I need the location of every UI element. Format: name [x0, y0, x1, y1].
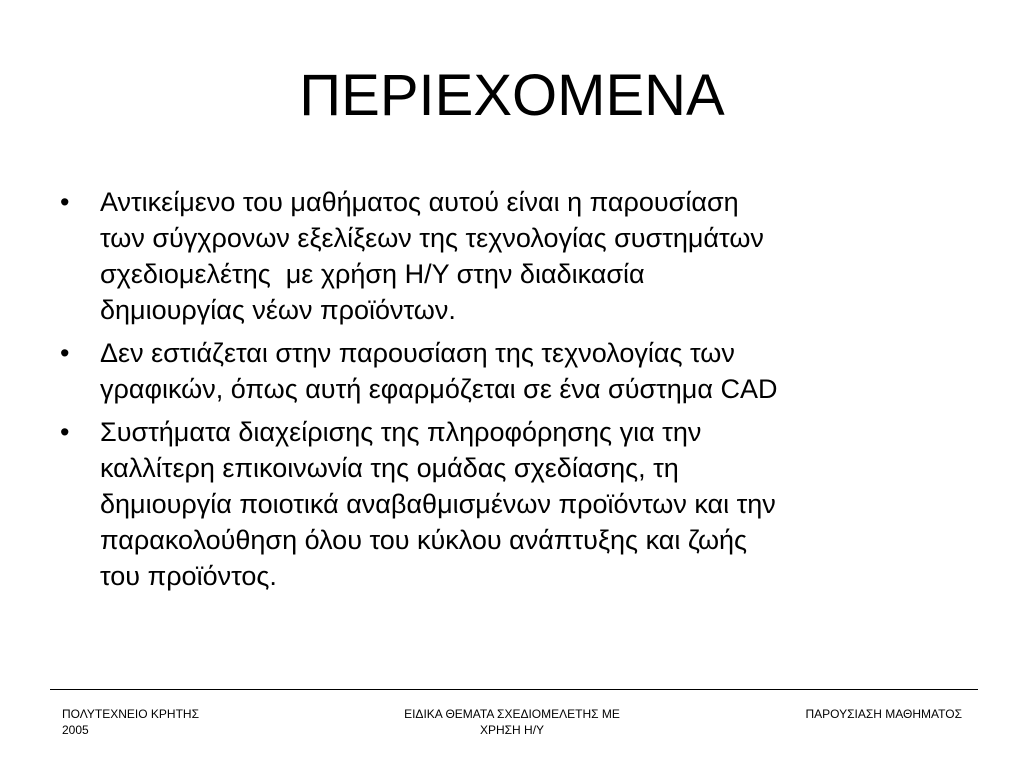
- bullet-marker-icon: •: [60, 417, 70, 447]
- footer-institution: [62, 706, 199, 738]
- bullet-text-line: του προϊόντος.: [100, 561, 277, 591]
- bullet-text-line: καλλίτερη επικοινωνία της ομάδας σχεδίασης, τη: [100, 453, 679, 483]
- bullet-text-line: δημιουργίας νέων προϊόντων.: [100, 295, 456, 325]
- bullet-text-line: σχεδιομελέτης με χρήση Η/Υ στην διαδικασία: [100, 259, 645, 289]
- bullet-text-line: των σύγχρονων εξελίξεων της τεχνολογίας συστημάτων: [100, 223, 764, 253]
- bullet-item-2: [58, 335, 978, 407]
- bullet-text-line: δημιουργία ποιοτικά αναβαθμισμένων προϊόντων και την: [100, 489, 776, 519]
- footer-year: 2005: [62, 723, 89, 737]
- bullet-text-line: Δεν εστιάζεται στην παρουσίαση της τεχνολογίας των: [100, 338, 735, 368]
- footer-divider: [50, 689, 978, 690]
- bullet-list: [58, 184, 978, 601]
- footer-course-line: ΧΡΗΣΗ Η/Υ: [479, 723, 545, 737]
- bullet-marker-icon: •: [60, 338, 70, 368]
- bullet-text-line: γραφικών, όπως αυτή εφαρμόζεται σε ένα σύστημα CAD: [100, 374, 778, 404]
- bullet-text-line: Αντικείμενο του μαθήματος αυτού είναι η παρουσίαση: [100, 187, 739, 217]
- slide-title: ΠΕΡΙΕΧΟΜΕΝΑ: [299, 63, 725, 128]
- bullet-item-1: [58, 184, 978, 328]
- footer-institution-name: ΠΟΛΥΤΕΧΝΕΙΟ ΚΡΗΤΗΣ: [62, 707, 200, 721]
- bullet-marker-icon: •: [60, 187, 70, 217]
- bullet-text-line: Συστήματα διαχείρισης της πληροφόρησης για την: [100, 417, 702, 447]
- bullet-item-3: [58, 414, 978, 594]
- footer-section-title: [805, 706, 962, 722]
- footer-section-line: ΠΑΡΟΥΣΙΑΣΗ ΜΑΘΗΜΑΤΟΣ: [805, 707, 962, 721]
- footer-course-line: ΕΙΔΙΚΑ ΘΕΜΑΤΑ ΣΧΕΔΙΟΜΕΛΕΤΗΣ ΜΕ: [404, 707, 620, 721]
- footer-course-title: [362, 706, 662, 738]
- bullet-text-line: παρακολούθηση όλου του κύκλου ανάπτυξης και ζωής: [100, 525, 748, 555]
